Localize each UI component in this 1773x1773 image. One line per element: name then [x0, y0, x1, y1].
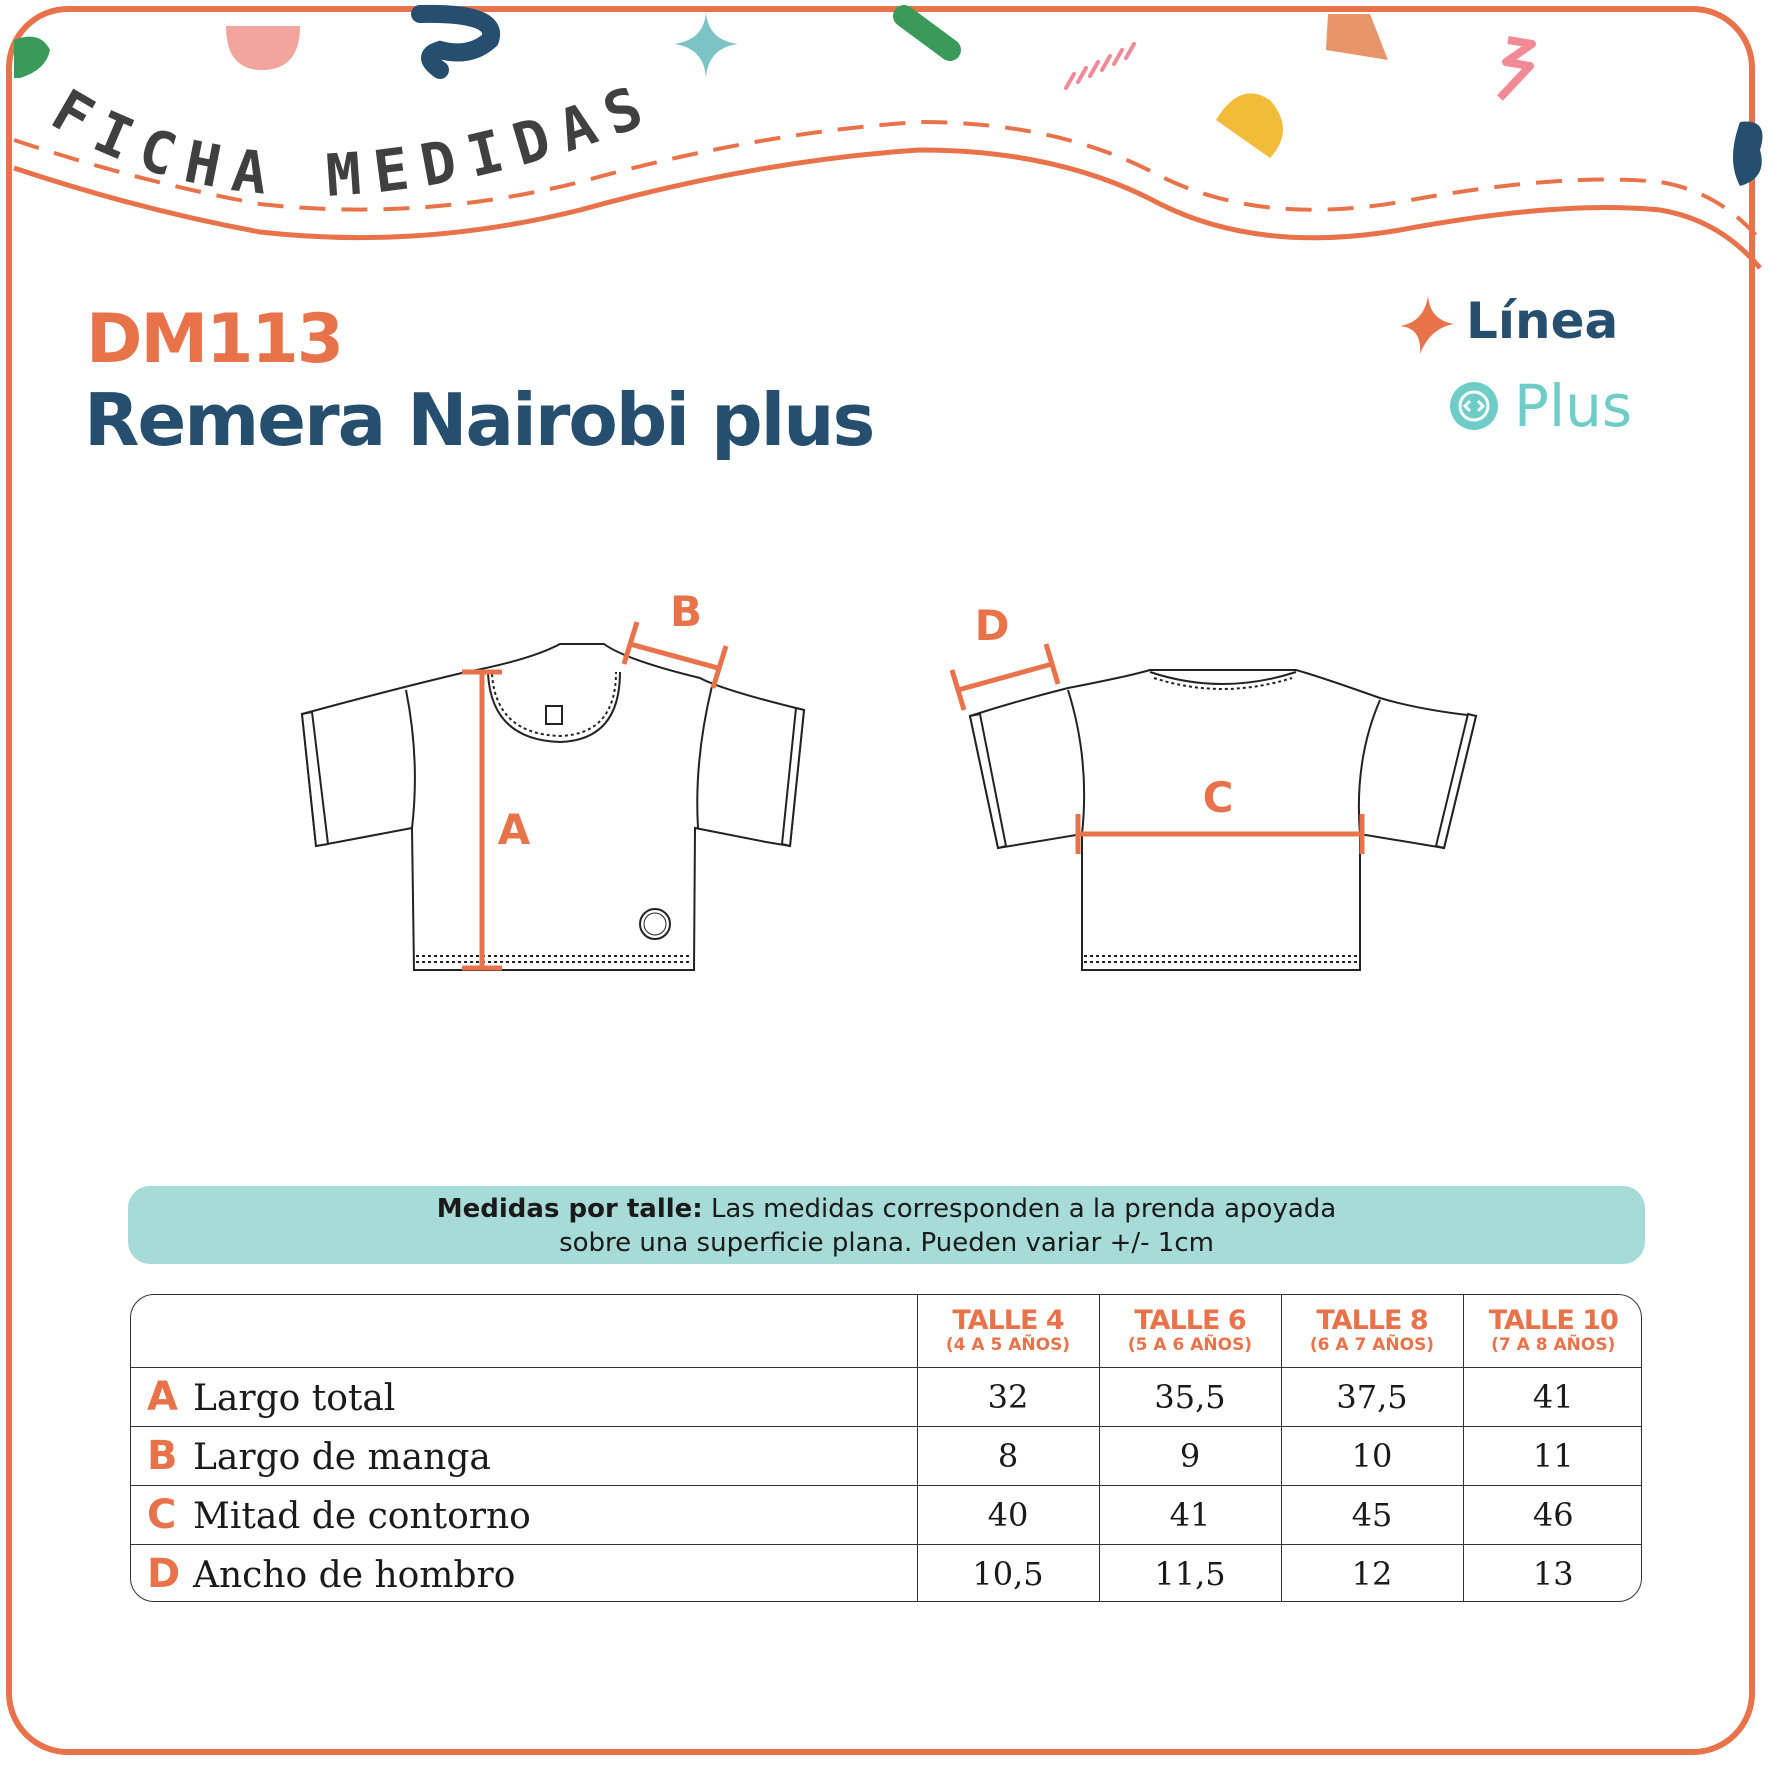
row-letter: A [147, 1373, 178, 1420]
table-cell: 9 [1099, 1426, 1281, 1485]
table-cell: 32 [917, 1367, 1099, 1426]
measure-c-label: C [1202, 773, 1234, 822]
note-line-2: sobre una superficie plana. Pueden variar +/- 1cm [559, 1228, 1214, 1258]
size-table-grid [131, 1295, 1642, 1602]
plus-word: Plus [1514, 372, 1633, 440]
note-bold: Medidas por talle: [436, 1194, 703, 1224]
line-word: Línea [1466, 292, 1619, 350]
measure-a-label: A [497, 805, 531, 854]
header-empty-cell [131, 1295, 917, 1367]
table-cell: 11 [1463, 1426, 1642, 1485]
product-name: Remera Nairobi plus [84, 378, 874, 462]
size-label: TALLE 6 [1134, 1304, 1246, 1336]
table-cell: 10,5 [917, 1544, 1099, 1602]
measure-b-label: B [669, 587, 703, 636]
product-code: DM113 [86, 300, 343, 379]
row-letter: D [147, 1550, 181, 1597]
table-row-largo-manga [131, 1426, 1642, 1485]
header-size-6 [1099, 1295, 1281, 1367]
table-cell: 40 [917, 1485, 1099, 1544]
measure-d-label: D [974, 601, 1010, 650]
row-label-cell [131, 1544, 917, 1602]
row-name: Ancho de hombro [193, 1554, 516, 1596]
table-row-largo-total [131, 1367, 1642, 1426]
row-label-cell [131, 1367, 917, 1426]
table-cell: 11,5 [1099, 1544, 1281, 1602]
table-row-mitad-contorno [131, 1485, 1642, 1544]
table-cell: 37,5 [1281, 1367, 1463, 1426]
table-cell: 8 [917, 1426, 1099, 1485]
header-size-10 [1463, 1295, 1642, 1367]
size-table [130, 1294, 1642, 1602]
table-cell: 10 [1281, 1426, 1463, 1485]
row-label-cell [131, 1426, 917, 1485]
header-size-4 [917, 1295, 1099, 1367]
table-cell: 35,5 [1099, 1367, 1281, 1426]
row-name: Mitad de contorno [193, 1495, 531, 1537]
row-label-cell [131, 1485, 917, 1544]
table-cell: 12 [1281, 1544, 1463, 1602]
table-header-row [131, 1295, 1642, 1367]
age-range: (4 A 5 AÑOS) [945, 1334, 1071, 1355]
row-name: Largo total [193, 1377, 396, 1419]
banner-title: FICHA MEDIDAS [40, 68, 665, 211]
age-range: (7 A 8 AÑOS) [1491, 1334, 1616, 1355]
front-tshirt [302, 644, 804, 970]
row-letter: B [147, 1432, 178, 1479]
table-cell: 13 [1463, 1544, 1642, 1602]
age-range: (6 A 7 AÑOS) [1309, 1334, 1435, 1355]
table-row-ancho-hombro [131, 1544, 1642, 1602]
measurement-note [128, 1186, 1645, 1264]
header-size-8 [1281, 1295, 1463, 1367]
row-name: Largo de manga [193, 1436, 491, 1478]
note-text-1: Las medidas corresponden a la prenda apoyada [710, 1194, 1337, 1224]
size-label: TALLE 10 [1488, 1304, 1618, 1336]
size-label: TALLE 8 [1316, 1304, 1428, 1336]
table-cell: 41 [1463, 1367, 1642, 1426]
table-cell: 41 [1099, 1485, 1281, 1544]
age-range: (5 A 6 AÑOS) [1127, 1334, 1253, 1355]
table-cell: 45 [1281, 1485, 1463, 1544]
note-line-1 [128, 1192, 1645, 1226]
row-letter: C [147, 1491, 177, 1538]
table-cell: 46 [1463, 1485, 1642, 1544]
size-label: TALLE 4 [952, 1304, 1064, 1336]
